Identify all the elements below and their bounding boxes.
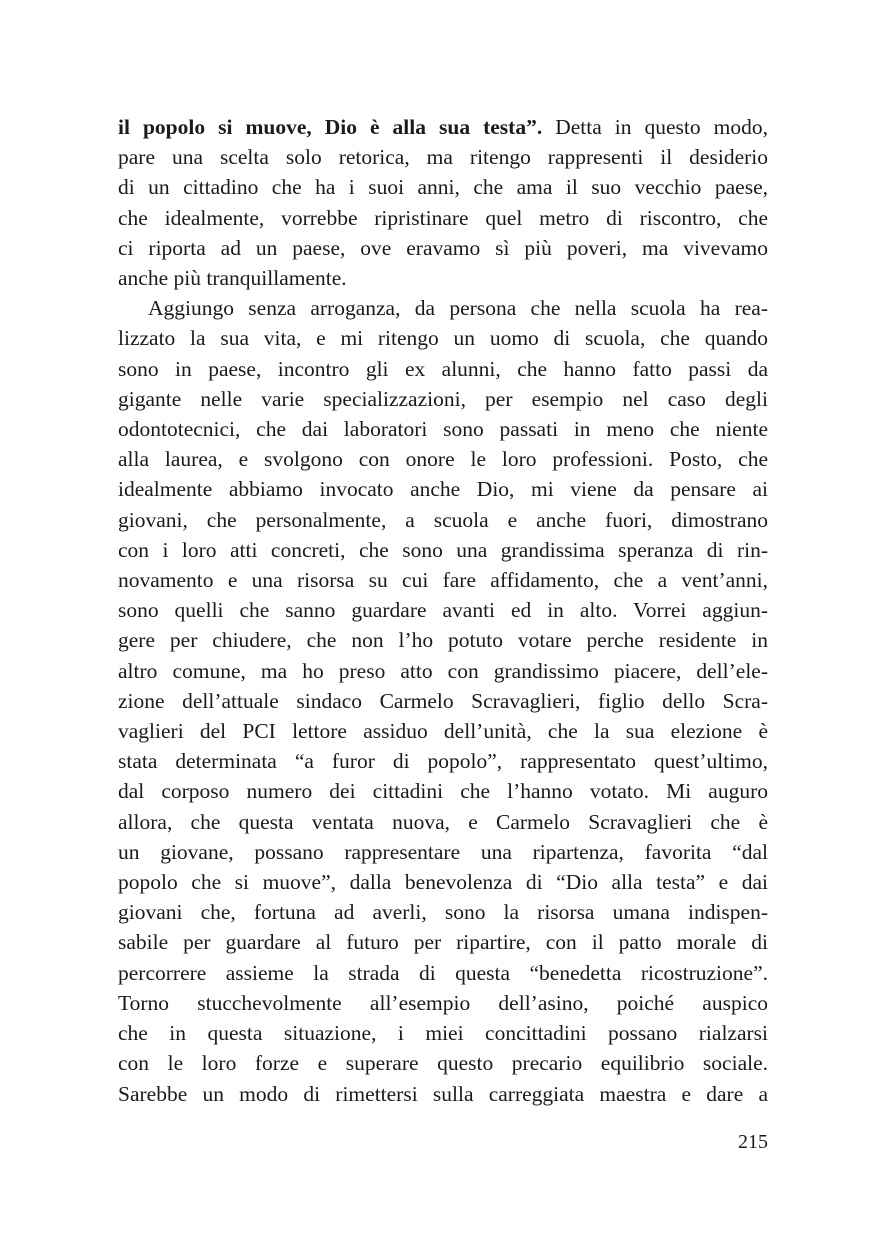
text-line: stata determinata “a furor di popolo”, rappresentato quest’ultimo, (118, 749, 768, 774)
text-line: Sarebbe un modo di rimettersi sulla carreggiata maestra e dare a (118, 1081, 768, 1106)
text-line: pare una scelta solo retorica, ma ritengo rappresenti il desiderio (118, 145, 768, 170)
text-line (118, 112, 768, 142)
text-line: altro comune, ma ho preso atto con grandissimo piacere, dell’ele- (118, 658, 768, 683)
paragraph-2 (118, 293, 768, 1108)
text-line: vaglieri del PCI lettore assiduo dell’unità, che la sua elezione è (118, 719, 768, 744)
text-line: gigante nelle varie specializzazioni, per esempio nel caso degli (118, 386, 768, 411)
text-line: lizzato la sua vita, e mi ritengo un uomo di scuola, che quando (118, 326, 768, 351)
text-line: novamento e una risorsa su cui fare affidamento, che a vent’anni, (118, 568, 768, 593)
text-line: anche più tranquillamente. (118, 266, 347, 291)
text-line: che idealmente, vorrebbe ripristinare quel metro di riscontro, che (118, 205, 768, 230)
text-line: alla laurea, e svolgono con onore le loro professioni. Posto, che (118, 447, 768, 472)
text-line: che in questa situazione, i miei concittadini possano rialzarsi (118, 1021, 768, 1046)
text-line: percorrere assieme la strada di questa “benedetta ricostruzione”. (118, 960, 768, 985)
bold-quote: il popolo si muove, Dio è alla sua testa”. (118, 115, 543, 139)
text-line: dal corposo numero dei cittadini che l’hanno votato. Mi auguro (118, 779, 768, 804)
text-line: idealmente abbiamo invocato anche Dio, mi viene da pensare ai (118, 477, 768, 502)
text-line: sabile per guardare al futuro per ripartire, con il patto morale di (118, 930, 768, 955)
text-line: giovani, che personalmente, a scuola e anche fuori, dimostrano (118, 507, 768, 532)
text-line: odontotecnici, che dai laboratori sono passati in meno che niente (118, 417, 768, 442)
text-line: Torno stucchevolmente all’esempio dell’asino, poiché auspico (118, 990, 768, 1015)
text-line: con i loro atti concreti, che sono una grandissima speranza di rin- (118, 537, 768, 562)
text-line: popolo che si muove”, dalla benevolenza di “Dio alla testa” e dai (118, 870, 768, 895)
text-line: sono in paese, incontro gli ex alunni, che hanno fatto passi da (118, 356, 768, 381)
text-line: zione dell’attuale sindaco Carmelo Scravaglieri, figlio dello Scra- (118, 688, 768, 713)
text-line: Aggiungo senza arroganza, da persona che nella scuola ha rea- (148, 296, 768, 321)
page-number: 215 (738, 1131, 768, 1153)
text-line: ci riporta ad un paese, ove eravamo sì più poveri, ma vivevamo (118, 235, 768, 260)
text-line: un giovane, possano rappresentare una ripartenza, favorita “dal (118, 839, 768, 864)
text-line: sono quelli che sanno guardare avanti ed in alto. Vorrei aggiun- (118, 598, 768, 623)
text-line: gere per chiudere, che non l’ho potuto votare perche residente in (118, 628, 768, 653)
page-body (118, 112, 768, 1109)
line-text: Detta in questo modo, (542, 115, 768, 139)
text-line: di un cittadino che ha i suoi anni, che ama il suo vecchio paese, (118, 175, 768, 200)
text-line: con le loro forze e superare questo precario equilibrio sociale. (118, 1051, 768, 1076)
paragraph-1 (118, 112, 768, 293)
text-line: allora, che questa ventata nuova, e Carmelo Scravaglieri che è (118, 809, 768, 834)
text-line: giovani che, fortuna ad averli, sono la risorsa umana indispen- (118, 900, 768, 925)
